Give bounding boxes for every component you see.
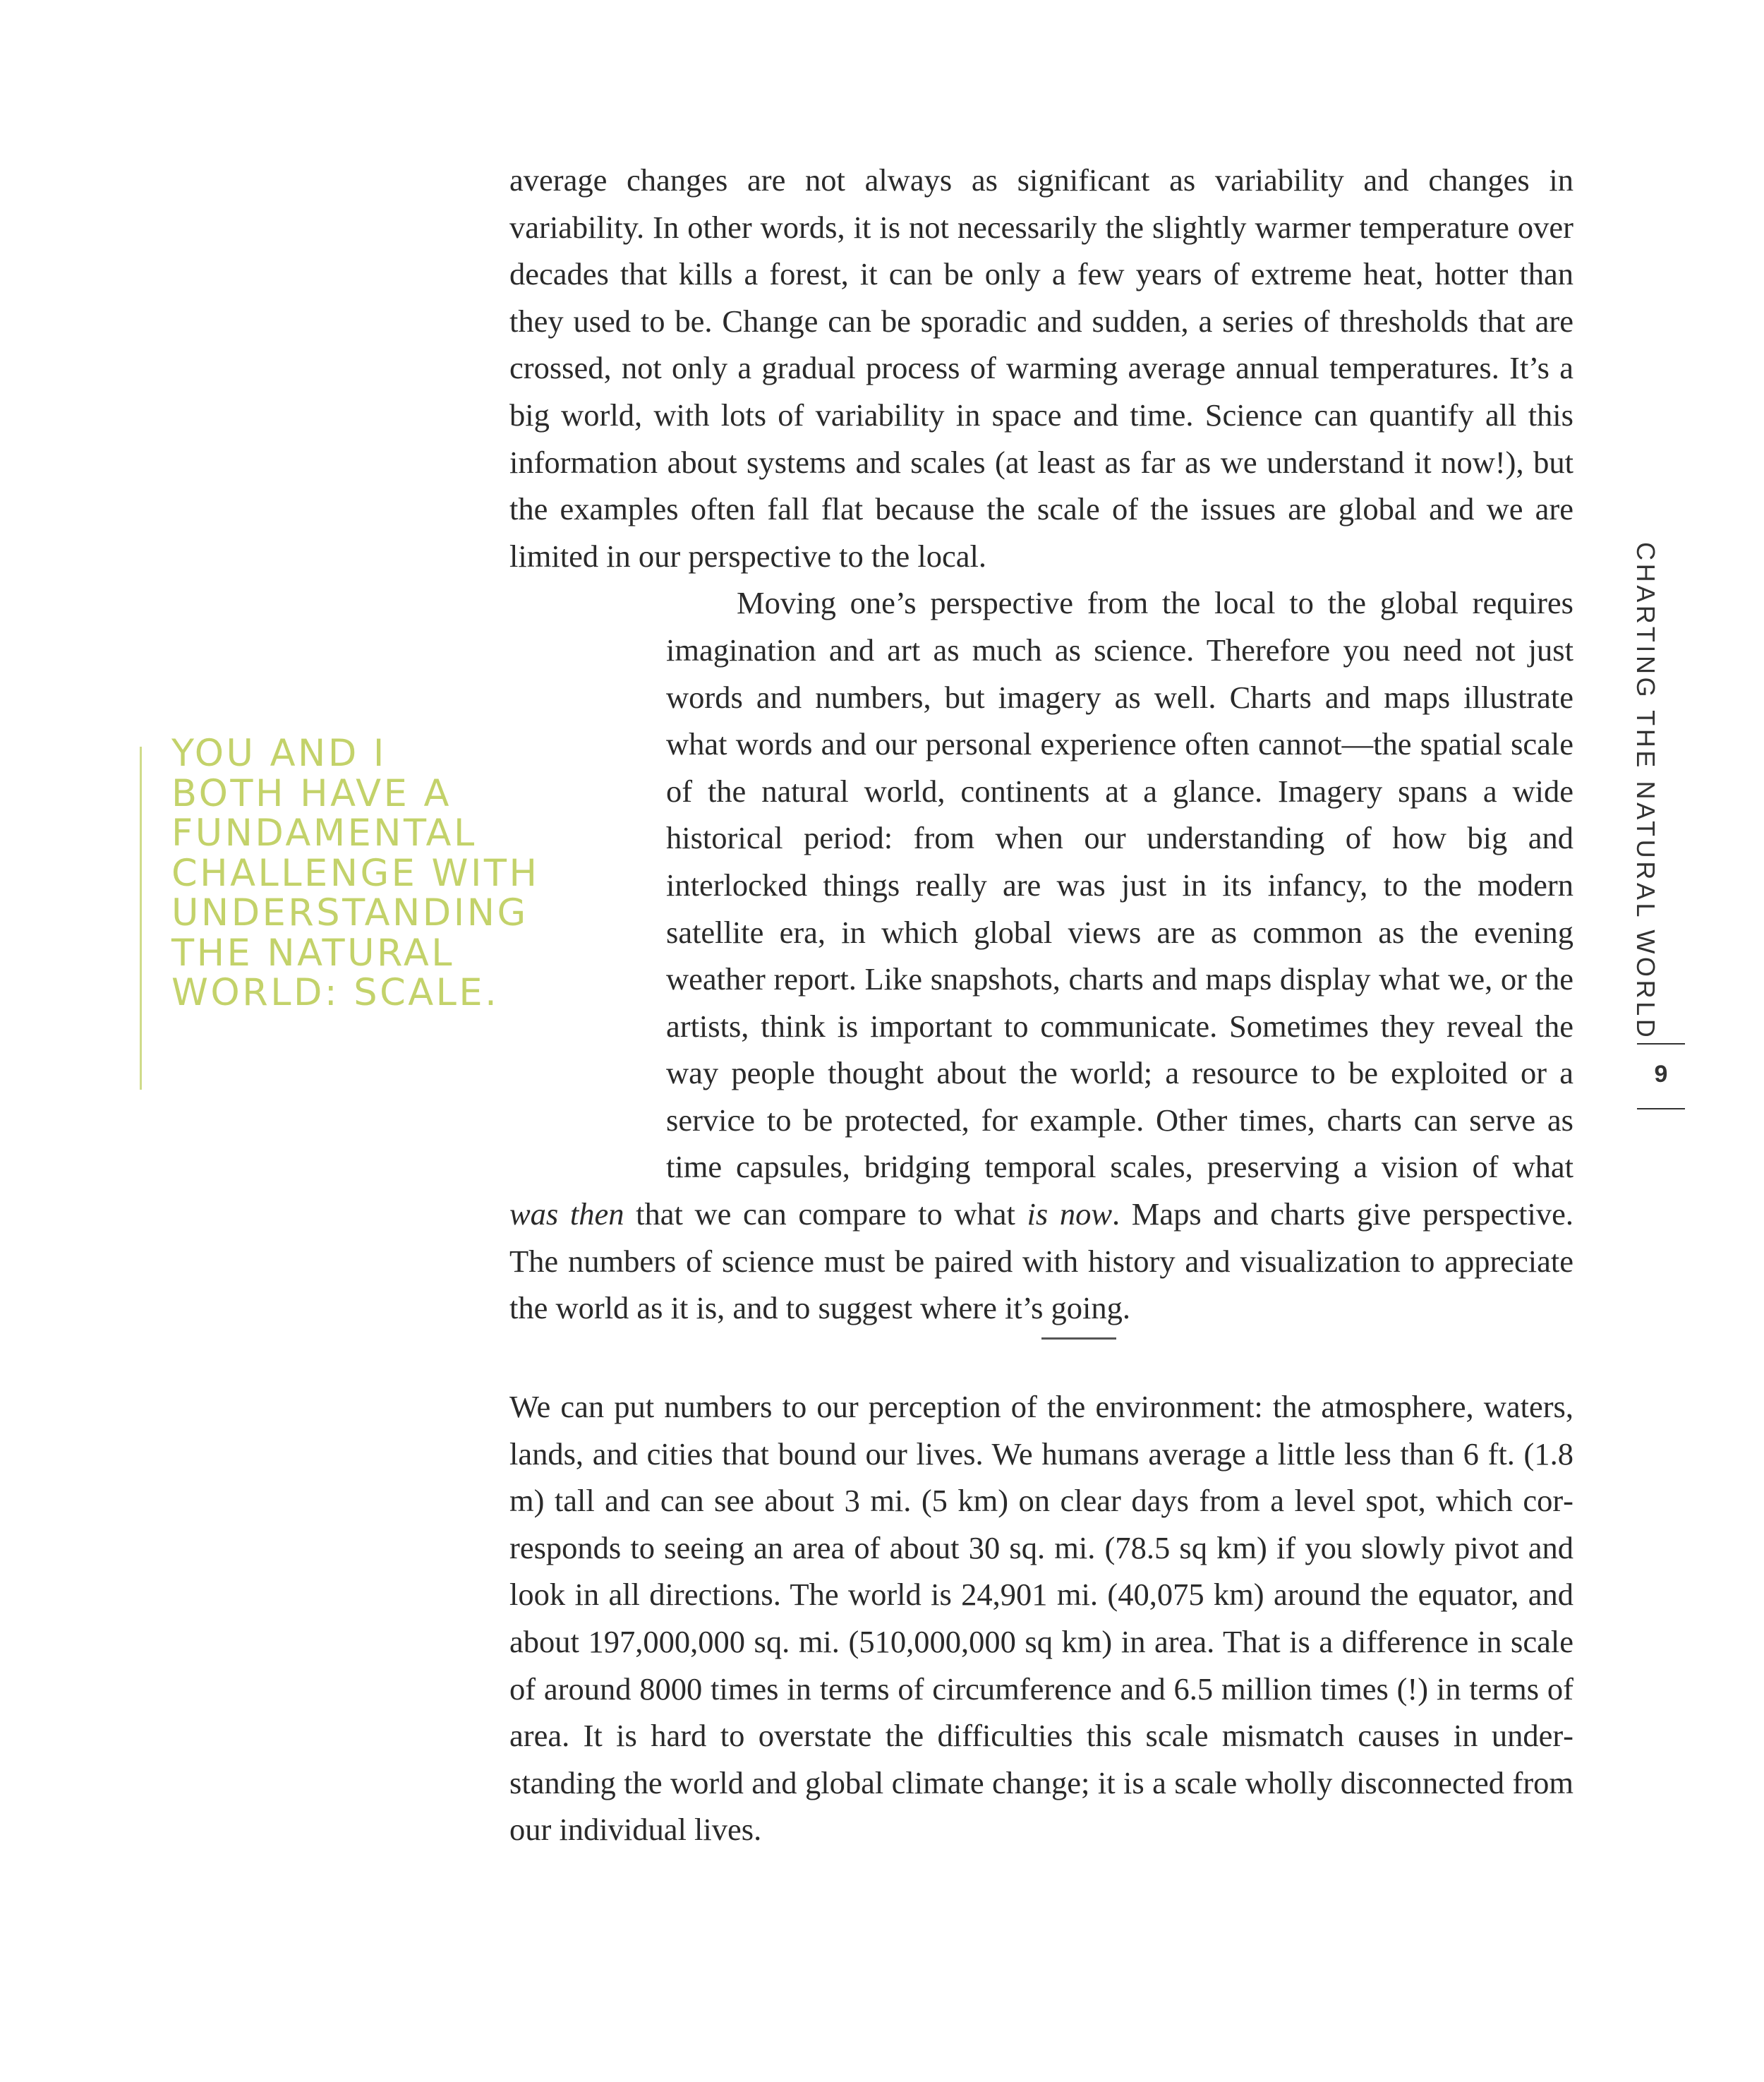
body-text-upper [509,157,1573,1332]
pullquote-line: UNDERSTANDING [171,891,528,934]
pullquote-line: WORLD: SCALE. [171,971,500,1014]
running-head-text: CHARTING THE NATURAL WORLD [1631,542,1660,1041]
emphasis-was-then: was then [509,1196,624,1232]
pullquote-line: YOU AND I [171,732,387,775]
body-paragraph-1: average changes are not always as significant as variability and changes in variability. In other words, it is not necessarily the slightly warmer temperature over decades that kills a forest, it can be only a few years of extreme heat, hotter than they used to be. Change can be sporadic and sudden, a series of thresholds that are crossed, not only a gradual process of warming average annual temperatures. It’s a big world, with lots of variability in space and time. Science can quantify all this information about systems and scales (at least as far as we understand it now!), but the examples often fall flat because the scale of the issues are global and we are limited in our perspective to the local. [509,162,1573,574]
body-paragraph-3: We can put numbers to our perception of the environment: the atmosphere, waters, lands, and cities that bound our lives. We humans average a little less than 6 ft. (1.8 m) tall and can see about 3 mi. (5 km) on clear days from a level spot, which corresponds to seeing an area of about 30 sq. mi. (78.5 sq km) if you slowly pivot and look in all directions. The world is 24,901 mi. (40,075 km) around the equator, and about 197,000,000 sq. mi. (510,000,000 sq km) in area. That is a difference in scale of around 8000 times in terms of circumference and 6.5 million times (!) in terms of area. It is hard to overstate the difficulties this scale mismatch causes in understanding the world and global climate change; it is a scale wholly disconnected from our individual lives. [509,1389,1573,1848]
pullquote-line: THE NATURAL [171,931,455,975]
body-paragraph-2 [509,579,1573,1332]
folio-rule-bottom [1637,1108,1685,1109]
body-paragraph-2-text: Moving one’s perspective from the local to the global requires imagination and art as much as science. Therefore you need not just words and numbers, but imagery as well. Charts and maps illustrate what words and our personal experience often cannot—the spatial scale of the natural world, continents at a glance. Imagery spans a wide historical period: from when our understanding of how big and interlocked things really are was just in its infancy, to the modern satellite era, in which global views are as common as the evening weather report. Like snapshots, charts and maps display what we, or the artists, think is important to communicate. Sometimes they reveal the way people thought about the world; a resource to be exploited or a service to be protected, for example. Other times, charts can serve as time capsules, bridging temporal scales, preserving a vision of what [666,585,1573,1185]
page-number: 9 [1654,1061,1668,1088]
folio-rule-top [1637,1043,1685,1045]
running-head [1626,542,1669,1041]
pullquote-line: BOTH HAVE A [171,771,452,815]
pullquote [171,734,567,1013]
pullquote-line: CHALLENGE WITH [171,851,540,895]
section-divider [1041,1337,1116,1340]
body-text-lower [509,1383,1573,1853]
emphasis-is-now: is now [1027,1196,1113,1232]
pullquote-line: FUNDAMENTAL [171,812,477,855]
body-paragraph-2-text: . Maps and charts give perspective. The numbers of science must be paired with history and visualization to appreciate the world as it is, and to suggest where it’s going. [509,1196,1573,1326]
body-paragraph-2-text: that we can compare to what [624,1196,1027,1232]
pullquote-rule [140,747,142,1090]
